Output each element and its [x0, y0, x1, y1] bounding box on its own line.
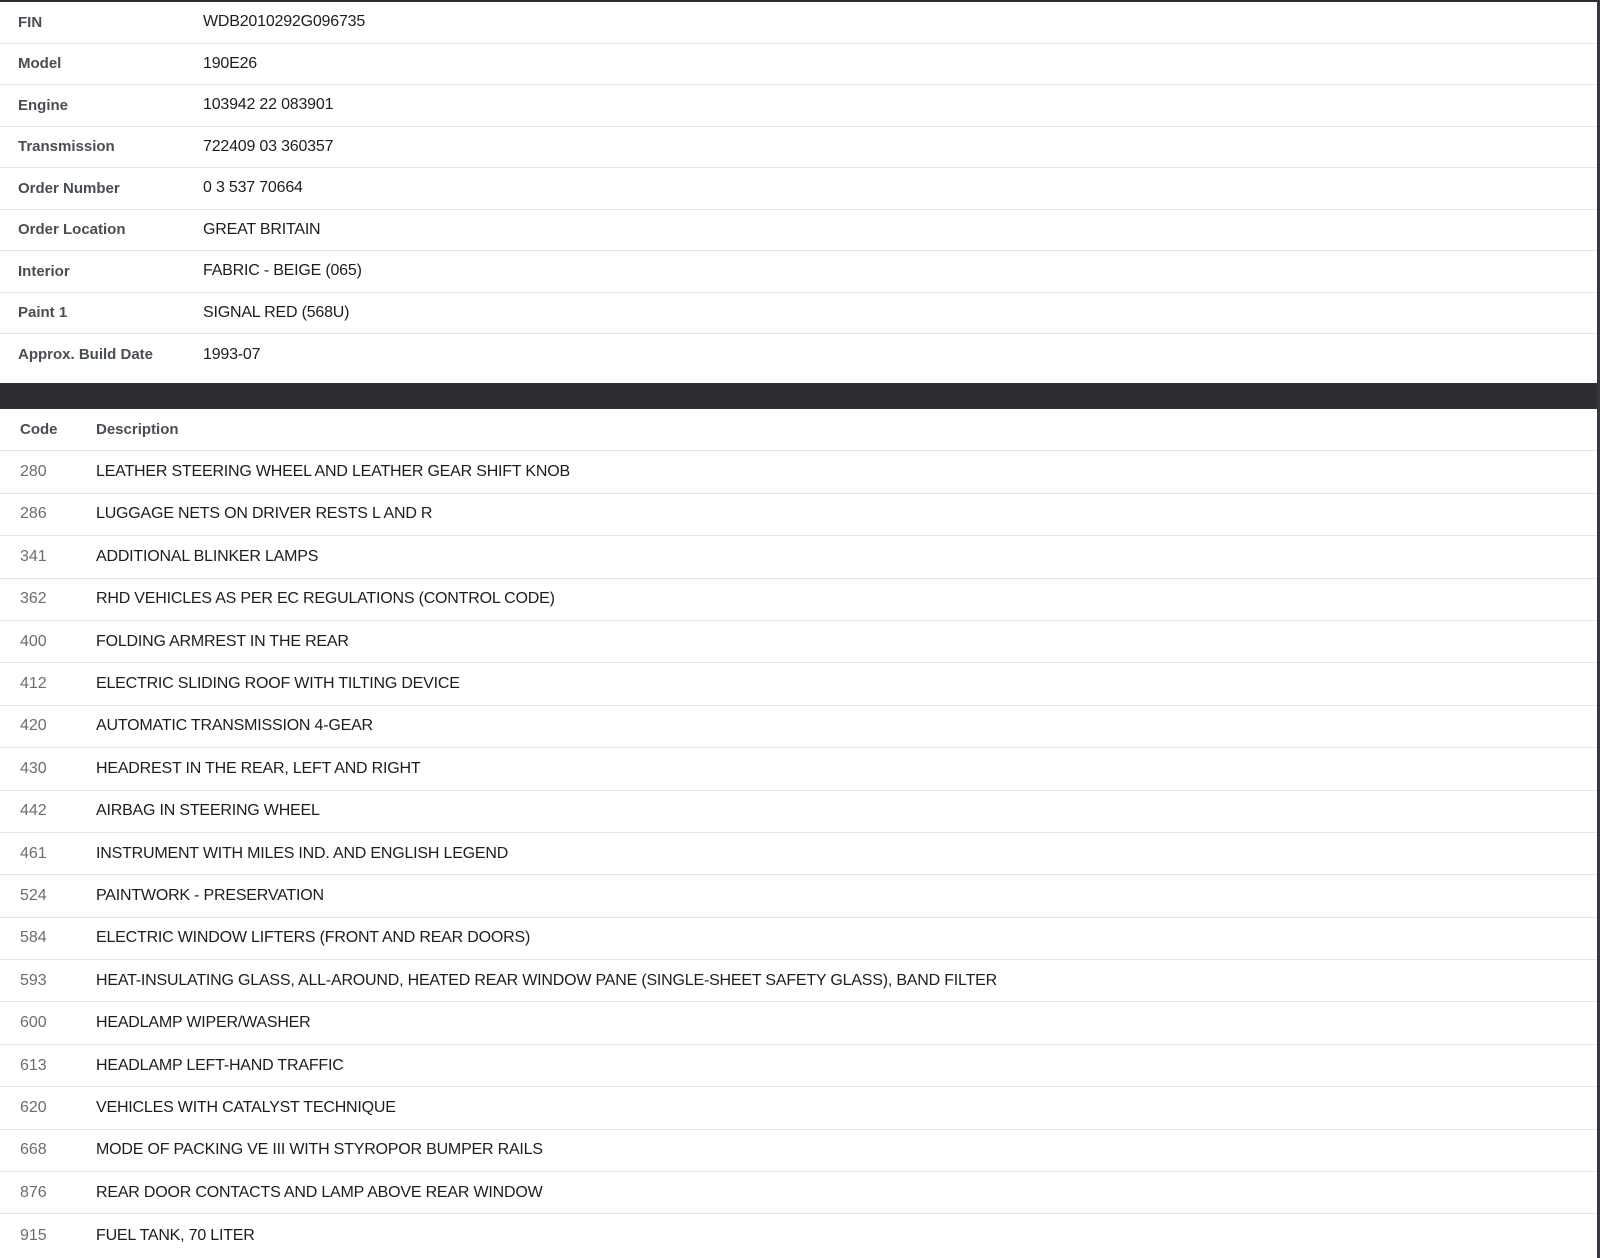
- option-code: 362: [20, 590, 47, 608]
- vehicle-info-row: [0, 210, 1600, 252]
- option-code: 876: [20, 1183, 47, 1201]
- vehicle-info-value: 722409 03 360357: [203, 137, 334, 155]
- vehicle-info-label: Paint 1: [18, 304, 68, 322]
- option-codes-table: [0, 409, 1600, 1257]
- option-code: 400: [20, 632, 47, 650]
- option-code: 442: [20, 802, 47, 820]
- option-description: AIRBAG IN STEERING WHEEL: [96, 802, 320, 820]
- vehicle-info-label: Order Number: [18, 179, 120, 197]
- vehicle-info-label: Approx. Build Date: [18, 346, 154, 364]
- option-description: AUTOMATIC TRANSMISSION 4-GEAR: [96, 717, 373, 735]
- option-description: ELECTRIC WINDOW LIFTERS (FRONT AND REAR DOORS): [96, 929, 531, 947]
- option-code-row: [0, 451, 1600, 493]
- option-description: HEADLAMP WIPER/WASHER: [96, 1014, 311, 1032]
- option-code-row: [0, 663, 1600, 705]
- option-code-row: [0, 875, 1600, 917]
- option-code: 461: [20, 844, 47, 862]
- vehicle-info-row: [0, 293, 1600, 335]
- vehicle-info-label: Model: [18, 55, 62, 73]
- vehicle-info-value: 0 3 537 70664: [203, 179, 303, 197]
- option-description: LEATHER STEERING WHEEL AND LEATHER GEAR SHIFT KNOB: [96, 463, 570, 481]
- option-description: REAR DOOR CONTACTS AND LAMP ABOVE REAR WINDOW: [96, 1183, 543, 1201]
- option-code-row: [0, 536, 1600, 578]
- vehicle-info-table: [0, 2, 1600, 376]
- option-code: 600: [20, 1014, 47, 1032]
- vehicle-info-label: Interior: [18, 262, 70, 280]
- option-code: 286: [20, 505, 47, 523]
- option-code: 341: [20, 547, 47, 565]
- option-code: 584: [20, 929, 47, 947]
- vehicle-info-row: [0, 2, 1600, 44]
- option-description: PAINTWORK - PRESERVATION: [96, 886, 324, 904]
- vehicle-info-row: [0, 251, 1600, 293]
- option-description: HEADLAMP LEFT-HAND TRAFFIC: [96, 1056, 344, 1074]
- option-code: 430: [20, 759, 47, 777]
- vehicle-info-value: GREAT BRITAIN: [203, 220, 321, 238]
- option-code-row: [0, 918, 1600, 960]
- vehicle-info-row: [0, 85, 1600, 127]
- option-code-row: [0, 1172, 1600, 1214]
- option-description: FOLDING ARMREST IN THE REAR: [96, 632, 349, 650]
- section-divider-bar: [0, 383, 1600, 409]
- vehicle-info-label: Transmission: [18, 138, 115, 156]
- vehicle-info-value: SIGNAL RED (568U): [203, 303, 350, 321]
- vehicle-info-label: Order Location: [18, 221, 126, 239]
- vehicle-info-row: [0, 334, 1600, 376]
- option-code-row: [0, 579, 1600, 621]
- option-code-row: [0, 1002, 1600, 1044]
- option-description: ADDITIONAL BLINKER LAMPS: [96, 547, 319, 565]
- option-code-row: [0, 1214, 1600, 1256]
- option-description: INSTRUMENT WITH MILES IND. AND ENGLISH LEGEND: [96, 844, 509, 862]
- option-code: 620: [20, 1098, 47, 1116]
- option-description: VEHICLES WITH CATALYST TECHNIQUE: [96, 1098, 396, 1116]
- option-codes-header-row: [0, 409, 1600, 451]
- option-code: 524: [20, 886, 47, 904]
- option-code: 420: [20, 717, 47, 735]
- vehicle-info-value: 103942 22 083901: [203, 96, 334, 114]
- option-code-row: [0, 833, 1600, 875]
- vehicle-info-value: 190E26: [203, 54, 257, 72]
- option-code: 668: [20, 1141, 47, 1159]
- section-gap: [0, 376, 1600, 384]
- option-description: RHD VEHICLES AS PER EC REGULATIONS (CONTROL CODE): [96, 590, 555, 608]
- option-description: ELECTRIC SLIDING ROOF WITH TILTING DEVICE: [96, 675, 460, 693]
- vehicle-info-value: 1993-07: [203, 345, 261, 363]
- code-column-header: Code: [20, 421, 58, 439]
- option-description: MODE OF PACKING VE III WITH STYROPOR BUMPER RAILS: [96, 1141, 543, 1159]
- option-code: 915: [20, 1226, 47, 1244]
- option-code-row: [0, 494, 1600, 536]
- description-column-header: Description: [96, 421, 179, 439]
- option-code: 280: [20, 463, 47, 481]
- option-code-row: [0, 1130, 1600, 1172]
- option-code: 412: [20, 675, 47, 693]
- option-description: HEADREST IN THE REAR, LEFT AND RIGHT: [96, 759, 421, 777]
- option-code-row: [0, 748, 1600, 790]
- option-code: 613: [20, 1056, 47, 1074]
- vehicle-info-label: Engine: [18, 96, 69, 114]
- vehicle-info-value: WDB2010292G096735: [203, 13, 366, 31]
- option-code-row: [0, 706, 1600, 748]
- vehicle-info-row: [0, 168, 1600, 210]
- vehicle-info-row: [0, 127, 1600, 169]
- option-code-row: [0, 791, 1600, 833]
- vehicle-info-value: FABRIC - BEIGE (065): [203, 262, 362, 280]
- option-code-row: [0, 621, 1600, 663]
- option-code-row: [0, 1087, 1600, 1129]
- vehicle-info-row: [0, 44, 1600, 86]
- option-description: HEAT-INSULATING GLASS, ALL-AROUND, HEATED REAR WINDOW PANE (SINGLE-SHEET SAFETY GLASS), BAND FILTER: [96, 971, 997, 989]
- option-code-row: [0, 1045, 1600, 1087]
- option-code: 593: [20, 971, 47, 989]
- option-code-row: [0, 960, 1600, 1002]
- vehicle-info-label: FIN: [18, 13, 43, 31]
- option-description: FUEL TANK, 70 LITER: [96, 1226, 255, 1244]
- option-description: LUGGAGE NETS ON DRIVER RESTS L AND R: [96, 505, 433, 523]
